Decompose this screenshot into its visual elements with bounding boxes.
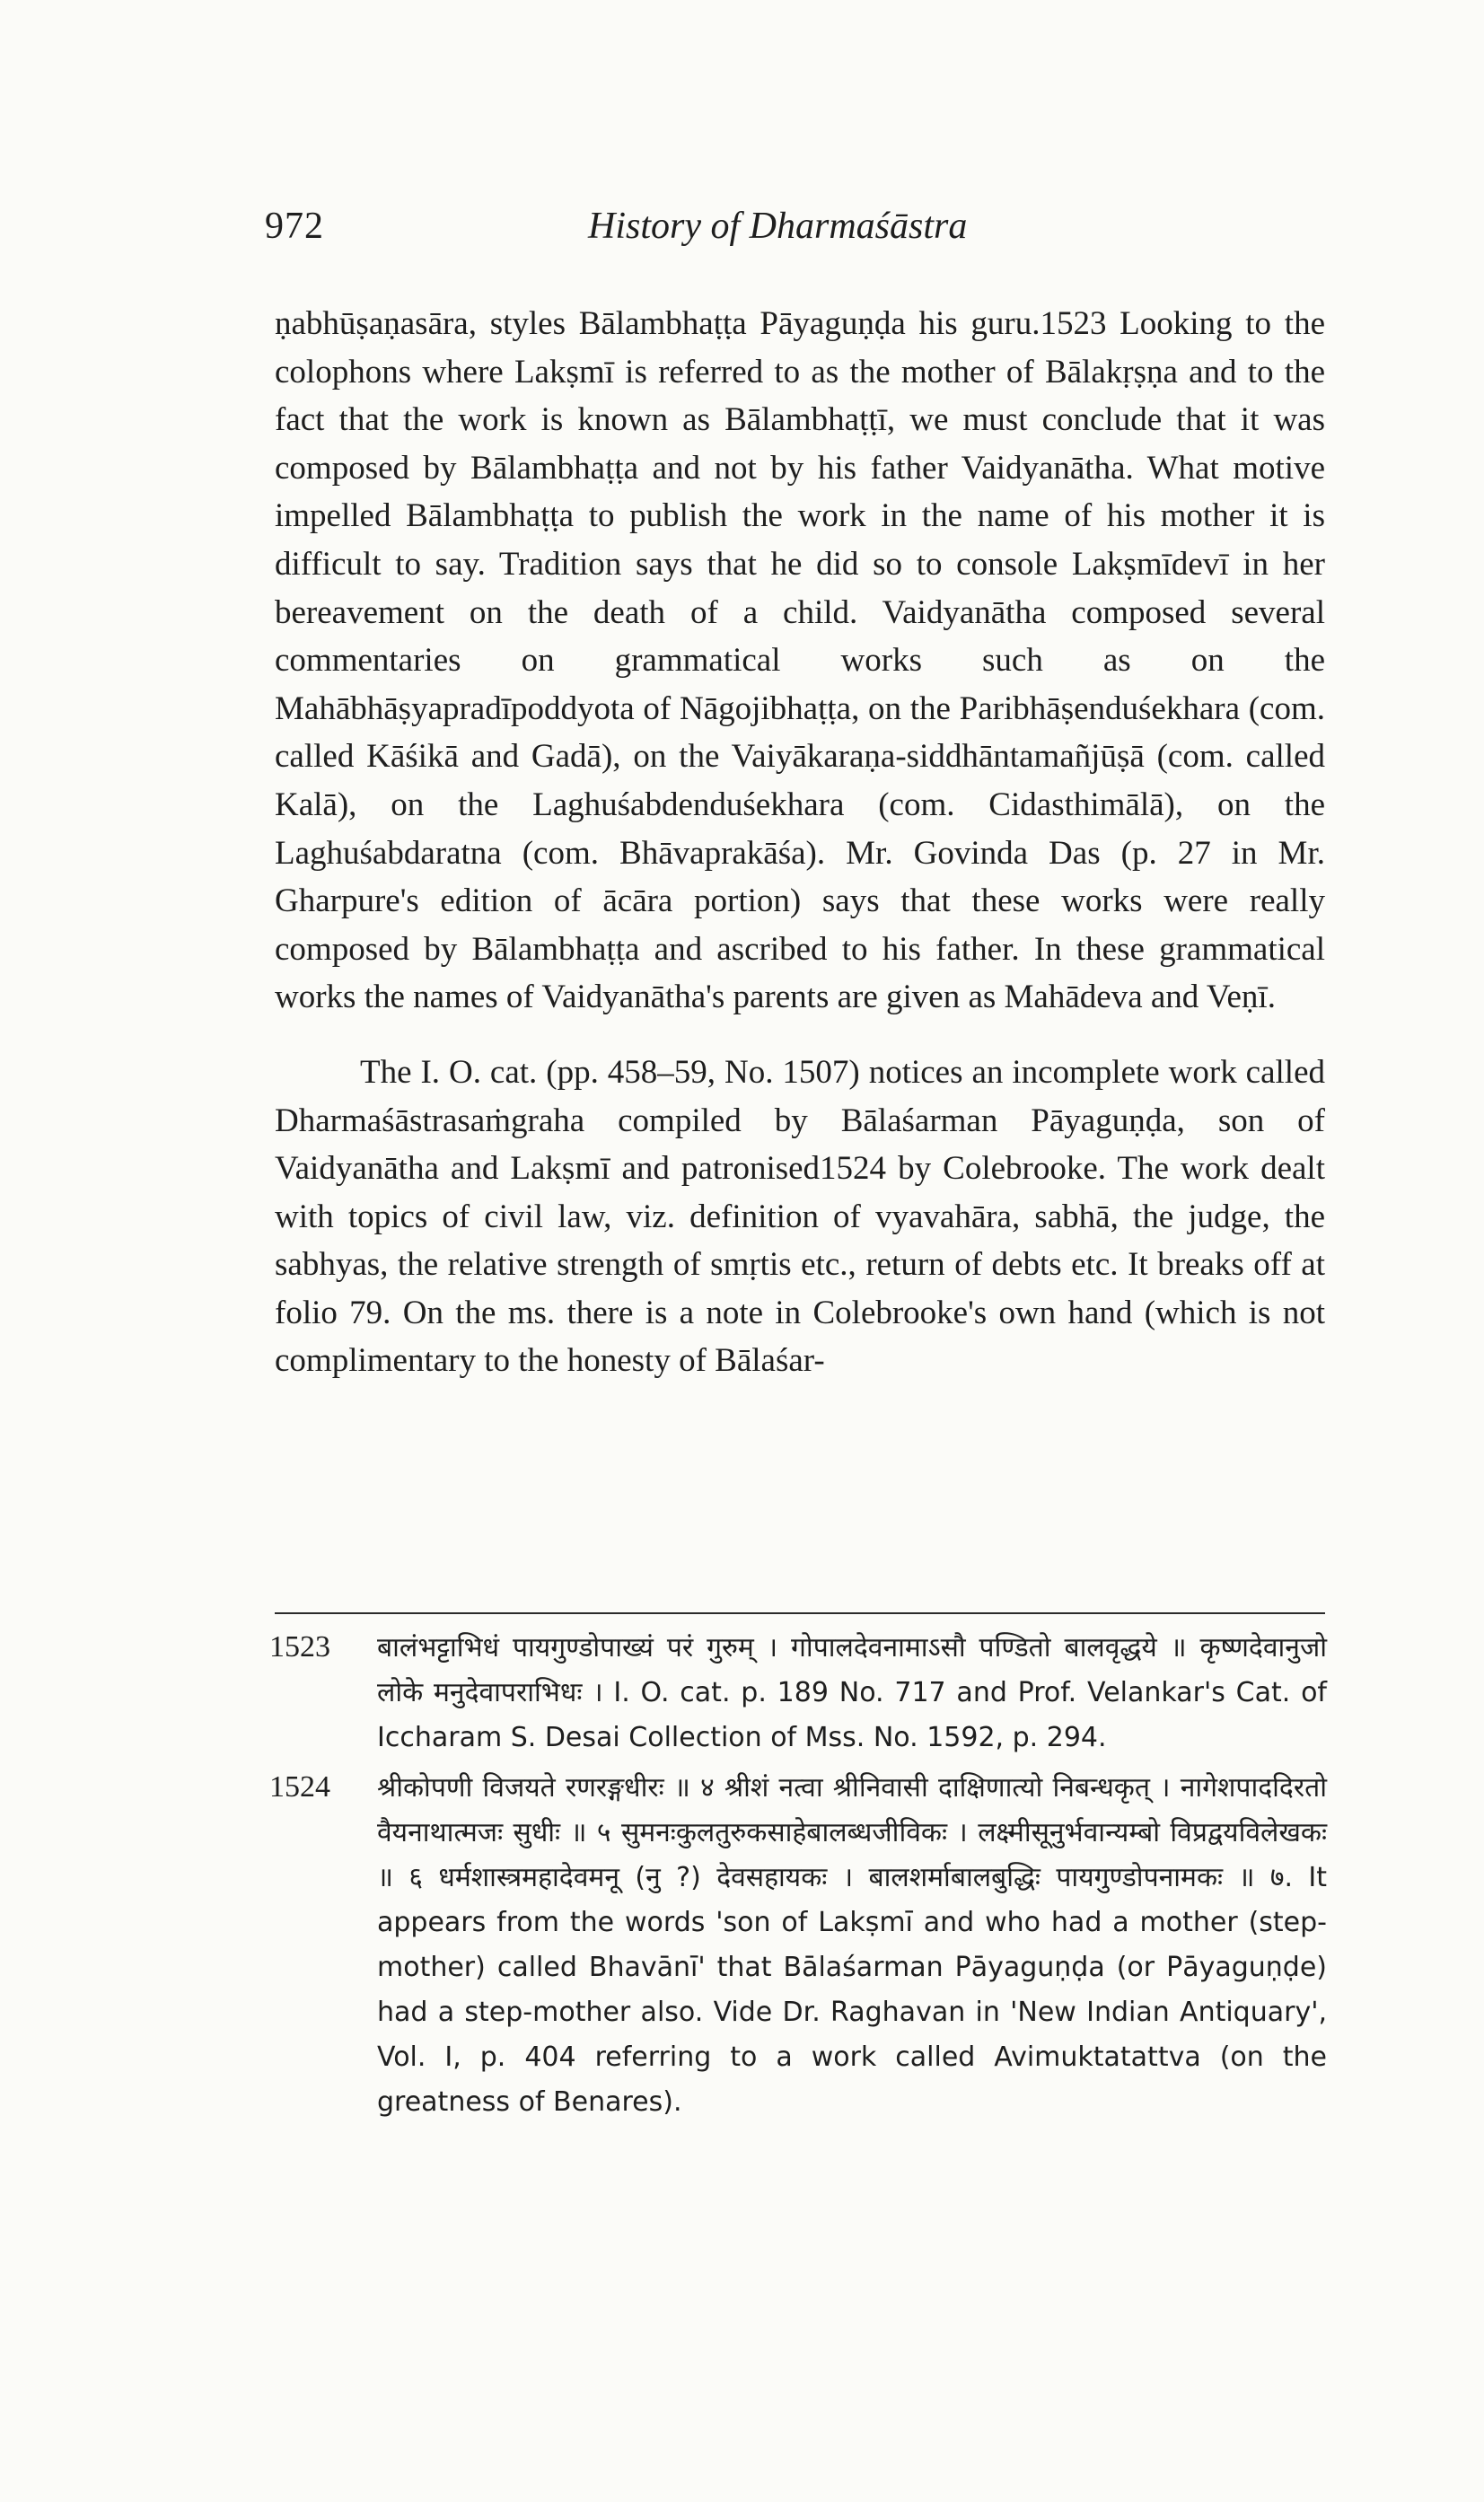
paragraph-2: The I. O. cat. (pp. 458–59, No. 1507) notices an incomplete work called Dharmaśāstrasaṁgraha compiled by Bālaśarman Pāyaguṇḍa, son of Vaidyanātha and Lakṣmī and patronised1524 by Colebrooke. The work dealt with topics of civil law, viz. definition of vyavahāra, sabhā, the judge, the sabhyas, the relative strength of smṛtis etc., return of debts etc. It breaks off at folio 79. On the ms. there is a note in Colebrooke's own hand (which is not complimentary to the honesty of Bālaśar- (275, 1053, 1325, 1380)
body-text (275, 300, 1325, 1385)
footnote-number: 1523 (269, 1630, 330, 1664)
footnotes (269, 1625, 1327, 2124)
page-number: 972 (265, 206, 324, 247)
footnote-text: श्रीकोपणी विजयते रणरङ्गधीरः ॥ ४ श्रीशं नत्वा श्रीनिवासी दाक्षिणात्यो निबन्धकृत् । नागेशपाददिरतो वैयनाथात्मजः सुधीः ॥ ५ सुमनःकुलतुरुकसाहेबालब्धजीविकः । लक्ष्मीसूनुर्भवान्यम्बो विप्रद्वयविलेखकः ॥ ६ धर्मशास्त्रमहादेवमनू (नु ?) देवसहायकः । बालशर्माबालबुद्धिः पायगुण्डोपनामकः ॥ ७. It appears from the words 'son of Lakṣmī and who had a mother (step-mother) called Bhavānī' that Bālaśarman Pāyaguṇḍa (or Pāyaguṇḍe) had a step-mother also. Vide Dr. Raghavan in 'New Indian Antiquary', Vol. I, p. 404 referring to a work called Avimuktatattva (on the greatness of Benares). (377, 1772, 1327, 2118)
running-title: History of Dharmaśāstra (588, 206, 968, 247)
page-header (265, 205, 1324, 268)
paragraph-1: ṇabhūṣaṇasāra, styles Bālambhaṭṭa Pāyaguṇḍa his guru.1523 Looking to the colophons where Lakṣmī is referred to as the mother of Bālakṛṣṇa and to the fact that the work is known as Bālambhaṭṭī, we must conclude that it was composed by Bālambhaṭṭa and not by his father Vaidyanātha. What motive impelled Bālambhaṭṭa to publish the work in the name of his mother it is difficult to say. Tradition says that he did so to console Lakṣmīdevī in her bereavement on the death of a child. Vaidyanātha composed several commentaries on grammatical works such as on the Mahābhāṣyapradīpoddyota of Nāgojibhaṭṭa, on the Paribhāṣenduśekhara (com. called Kāśikā and Gadā), on the Vaiyākaraṇa-siddhāntamañjūṣā (com. called Kalā), on the Laghuśabdenduśekhara (com. Cidasthimālā), on the Laghuśabdaratna (com. Bhāvaprakāśa). Mr. Govinda Das (p. 27 in Mr. Gharpure's edition of ācāra portion) says that these works were really composed by Bālambhaṭṭa and ascribed to his father. In these grammatical works the names of Vaidyanātha's parents are given as Mahādeva and Veṇī. (275, 305, 1325, 1016)
footnote-text: बालंभट्टाभिधं पायगुण्डोपाख्यं परं गुरुम् । गोपालदेवनामाऽसौ पण्डितो बालवृद्धये ॥ कृष्णदेवानुजो लोके मनुदेवापराभिधः । I. O. cat. p. 189 No. 717 and Prof. Velankar's Cat. of Iccharam S. Desai Collection of Mss. No. 1592, p. 294. (377, 1632, 1327, 1753)
footnote-1524 (269, 1765, 1327, 2124)
footnote-1523 (269, 1625, 1327, 1760)
footnote-number: 1524 (269, 1770, 330, 1804)
footnote-divider (275, 1612, 1325, 1614)
